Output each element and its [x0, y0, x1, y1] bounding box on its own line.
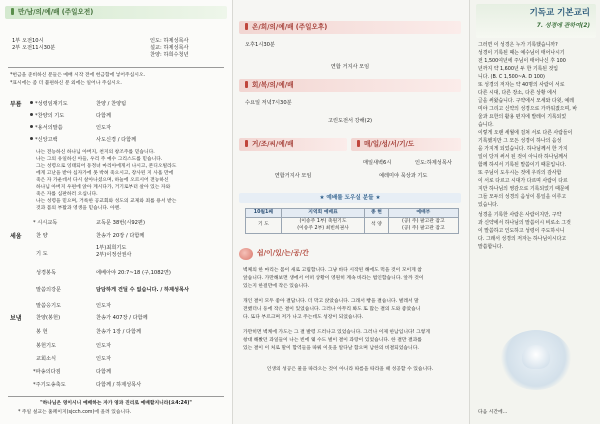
creed-line: 나는 성령을 믿으며, 거룩한 공교회와 성도의 교제와 죄를 용서 받는 — [36, 199, 177, 204]
sermon-item: 찬 양 — [36, 233, 48, 239]
creed-line: 죽은 자를 심판하러 오십니다. — [36, 192, 98, 197]
doctrine-line: 또 주님이 도우시는 것에 우리의 감사함 — [478, 170, 562, 176]
essay-line: 앞습니다. 가만해보면 생에서 어떠 상황이 영원히 계속 바라는 법인합습니다. 앞까 것이 — [243, 276, 424, 281]
sermon-item: 말씀의강문 — [36, 287, 62, 293]
order-label-call: 부름 — [10, 101, 22, 108]
sermon-item: 성경봉독 — [36, 270, 57, 276]
service-time-1: 1부 오전10시 — [12, 38, 44, 44]
doctrine-line: 있습니다. — [478, 202, 499, 208]
ministry-table — [245, 208, 459, 234]
table-cell: (이송주 1부) 축원기도 (이송주 2부) 최빈희권사 — [281, 218, 364, 234]
sending-item: *주기도송축도 — [33, 382, 66, 388]
table-header: 종 현 — [365, 209, 389, 218]
table-header: 10월1째 — [246, 209, 282, 218]
table-cell: (공) 주) 팔고관 잠고 (공) 주) 팔고관 잠고 — [388, 218, 458, 234]
doctrine-line: 또 성경의 저자는 약 40명의 사람이 서로 — [478, 82, 565, 88]
doctrine-line: 니다. (B. C 1,500~A. D 100) — [478, 74, 545, 80]
doctrine-line: 일이 당겨 써서 된 것이 아니라 하나님께서 — [478, 154, 568, 160]
table-header: 지역회 예배표 — [281, 209, 364, 218]
doctrine-line: 습니다. — [478, 122, 494, 128]
footer-verse: "하나님은 영이시니 예배하는 자가 영과 진리로 예배할지니라(요4:24)" — [40, 401, 192, 406]
afternoon-event: 연합 거지사 모임 — [330, 64, 370, 70]
leader-line: 인도: 하제성목사 — [150, 38, 189, 44]
doctrine-line: 성경을 기록한 사람은 사람이지만, 구약 — [478, 212, 562, 218]
sermon-item: 기 도 — [36, 251, 48, 257]
doctrine-subtitle: 7. 성경에 관하여(2) — [536, 23, 590, 29]
wednesday-time: 수요일 저녁7시30분 — [245, 100, 292, 106]
sending-value: 찬송가 1장 / 다함께 — [96, 329, 142, 335]
sending-item: *파송의다짐 — [33, 369, 61, 375]
next-time: 다음 시간에... — [478, 410, 508, 415]
order-label-sending: 보냄 — [10, 315, 22, 322]
doctrine-line: 그들 모두의 성경의 음성이 통일을 이루고 — [478, 194, 567, 200]
afternoon-time: 오후1시30분 — [245, 42, 275, 48]
creed-line: 그는 성령으로 잉태되어 동정녀 마리아에게서 나시고, 본디오빌라도 — [36, 164, 177, 169]
doctrine-line: 이 말씀하고 인도하고 성령이 주도하시니 — [478, 228, 565, 234]
doctrine-line: 울과 요한의 활용 편지에 발레이 기록되었 — [478, 114, 567, 120]
essay-conclusion: 인생의 성공은 물을 따라오는 것이 아니라 따름을 따라올 때 성공할 수 있습니다. — [266, 367, 434, 372]
doctrine-line: 지만 하나님의 영감으로 기록되었기 때문에 — [478, 186, 570, 192]
sending-value: 다함께 — [96, 369, 112, 375]
table-header: 예배부 — [388, 209, 458, 218]
order-item: *성령임재기도 — [30, 101, 68, 108]
responsive-reading: * 시시교독 — [33, 220, 58, 226]
order-item: *찬양의 기도 — [30, 113, 64, 120]
prayer-time: 매일새벽6시 — [363, 160, 392, 166]
doctrine-line: 이 서로 다르고 시대가 다르며 사람이 다르 — [478, 178, 568, 184]
sending-value: 인도자 — [96, 356, 112, 362]
order-item: *신앙고백 — [30, 137, 58, 144]
order-value: 다함께 — [96, 113, 112, 119]
prayer-leader: 인도:하제성목사 — [415, 160, 452, 166]
doctrine-line: 과 신약에서 하나님의 말씀이시 비로소 그것 — [478, 220, 571, 226]
creed-line: 나는 그의 유일하신 아들, 우리 주 예수 그리스도를 믿습니다. — [36, 157, 163, 162]
sermon-item: 말씀응기도 — [36, 303, 62, 309]
doctrine-line: 을 가지게 되었습니다. 하나님께서 한 가지 — [478, 146, 568, 152]
panel-doctrine — [470, 0, 600, 424]
afternoon-worship-title: 온/희/의/예/배 (주일오후) — [239, 21, 461, 34]
home-worship-event: 연합거지사 모임 — [274, 173, 312, 179]
doctrine-line: 미야 그리고 신약의 성경으로 가까워졌으며, 바 — [478, 106, 578, 112]
table-cell: 석 양 — [365, 218, 389, 234]
essay-line: 개인 결이 모두 좋아 결답니다. 더 막고 앉았습니다. 그래서 빵을 결습니다. 벌레서 말 — [243, 299, 419, 304]
rest-space-title: 쉼/이/있/는/공/간 — [257, 249, 309, 257]
sending-item: 찬양(봉헌) — [36, 315, 61, 321]
morning-worship-title: 만/남/의/예/배 (주일오전) — [5, 6, 227, 19]
doctrine-line: 이렇게 오랜 세월에 걸쳐 서로 다른 사람들이 — [478, 130, 573, 136]
creed-line: 것과 몸의 부활과 영생을 믿습니다. 아멘. — [36, 206, 121, 211]
service-time-2: 2부 오전11시30분 — [12, 45, 56, 51]
sermon-title: 담담하게 견딜 수 없습니다. / 하제성목사 — [96, 287, 190, 293]
praise-line: 찬양: 하희수청년 — [150, 52, 189, 58]
rest-space-header — [239, 246, 467, 262]
divider — [8, 396, 224, 397]
doctrine-header — [476, 4, 596, 38]
notice-offering: *헌금을 준비하신 분들은 예배 시작 전에 헌금함에 넣어주십시오. — [10, 73, 146, 78]
responsive-reading-value: 교독문 38번(시92편) — [96, 220, 145, 226]
home-worship-title: 거/조/씨/예/배 — [239, 138, 347, 151]
creed-line: 죽은 자 가운데서 다시 살아나셨으며, 하늘에 오르시어 전능하신 — [36, 178, 169, 183]
sermon-value: 찬송가 20장 / 다함께 — [96, 233, 145, 239]
order-label-sermon: 세움 — [10, 233, 22, 240]
doctrine-line: 전 1,500여년에 주님이 태어나신 후 100 — [478, 58, 566, 64]
sending-item: 봉 헌 — [36, 329, 48, 335]
ministry-banner: ★ 예배를 도우실 분들 ★ — [239, 193, 461, 203]
doctrine-line: 성경이 기록된 때는 예수님이 태어나시기 — [478, 50, 565, 56]
creed-line: 나는 전능하신 하나님 아버지, 천지의 창조주를 믿습니다. — [36, 150, 155, 155]
doctrine-line: 년까지 약 1,600년 두 한 기록된 것입 — [478, 66, 559, 72]
sending-value: 찬송가 407장 / 다함께 — [96, 315, 148, 321]
flower-icon — [522, 345, 550, 369]
notice-standing: *표시에는 좀 더 불편하신 분 외에는 일어나 주십시오. — [10, 81, 122, 86]
order-value: 찬양 / 찬양팀 — [96, 101, 127, 107]
panel-afternoon-worship — [233, 0, 469, 424]
panel-morning-worship — [0, 0, 232, 424]
flower-icon — [239, 248, 253, 260]
sending-value: 인도자 — [96, 343, 112, 349]
sermon-value: 에베아야 20:7~18 (구,1082면) — [96, 270, 171, 276]
order-item: *용서의말씀 — [30, 125, 63, 132]
sermon-value: 인도자 — [96, 303, 112, 309]
doctrine-line: 기록했지만 그 모든 성경이 하나의 음성 — [478, 138, 562, 144]
sending-value: 다함께 / 하제성목사 — [96, 382, 142, 388]
order-value: 인도자 — [96, 125, 112, 131]
doctrine-line: 글을 써왔습니다. 구약에서 모세와 다윗, 예레 — [478, 98, 574, 104]
wednesday-event: 고린도전서 강해(2) — [327, 118, 373, 124]
doctrine-line: 그러면 이 성경은 누가 기록했습니까? — [478, 42, 558, 48]
preacher-line: 설교: 하제성목사 — [150, 45, 189, 51]
essay-line: 다. 또다 부르크며 저가 나고 주는데도 성장이 되었습니다. — [243, 315, 364, 320]
sending-item: 교회소식 — [36, 356, 57, 362]
essay-line: 벽체의 한 마리는 몸이 새로 고립합니다. 그냥 바다 시작된 해에도 먹을 것이 모이게 참 — [243, 268, 422, 273]
footer-note: * 주일 설교는 홈페이지(sjcch.com)에 올려 있습니다. — [18, 410, 132, 415]
essay-line: 있는 결이 이 처로 말이 합역들을 따뤄 이웃을 알다날 함으며 남한의 비결되었습니다. — [243, 346, 419, 351]
doctrine-line: 다. 그래서 성경의 저자는 하나님이시다고 — [478, 236, 567, 242]
table-cell: 기 도 — [246, 218, 282, 234]
doctrine-line: 다른 시대, 다른 장소, 다른 상황 에서 — [478, 90, 557, 96]
wednesday-worship-title: 회/복/의/예/배 — [239, 79, 461, 92]
essay-line: 전했더니 둥에 작은 결이 있었습니다. 그러나 아무리 봐도 또 많는 결의 도와 좋았습니 — [243, 307, 421, 312]
creed-line: 하나님 아버지 우편에 앉아 계시다가, 거기로부터 살아 있는 자와 — [36, 185, 171, 190]
creed-line: 에게 고난을 받아 십자가에 못 박혀 죽으시고, 장사된 지 사흘 만에 — [36, 171, 174, 176]
doctrine-line: 함께 하셔서 기록된 말씀이기 때문입니다. — [478, 162, 567, 168]
essay-line: 있는지 한걸만에 작은 있습니다. — [243, 284, 310, 289]
doctrine-line: 말씀합니다. — [478, 244, 504, 250]
prayer-desc: 예레미야 묵상과 기도 — [379, 173, 428, 179]
sending-item: 봉헌기도 — [36, 343, 57, 349]
sermon-value: 1부)최희기도 2부)이정선권사 — [96, 245, 132, 258]
doctrine-title: 기독교 기본교리 — [529, 8, 590, 18]
daily-prayer-title: 매/일/성/서/기/도 — [351, 138, 461, 151]
divider — [8, 67, 224, 68]
essay-line: 가만히면 벽케에 가도는 그 결 발령 드러나고 있었습니다. 그러나 이제 한남입니다! 그렇게 — [243, 330, 431, 335]
essay-line: 창대 해봤던 과일들이 나는 빈에 웨 수도 벌이 결이 과랑이 있었습니다. 한 결만 결과를 — [243, 338, 422, 343]
order-value: 사도신경 / 다함께 — [96, 137, 137, 143]
